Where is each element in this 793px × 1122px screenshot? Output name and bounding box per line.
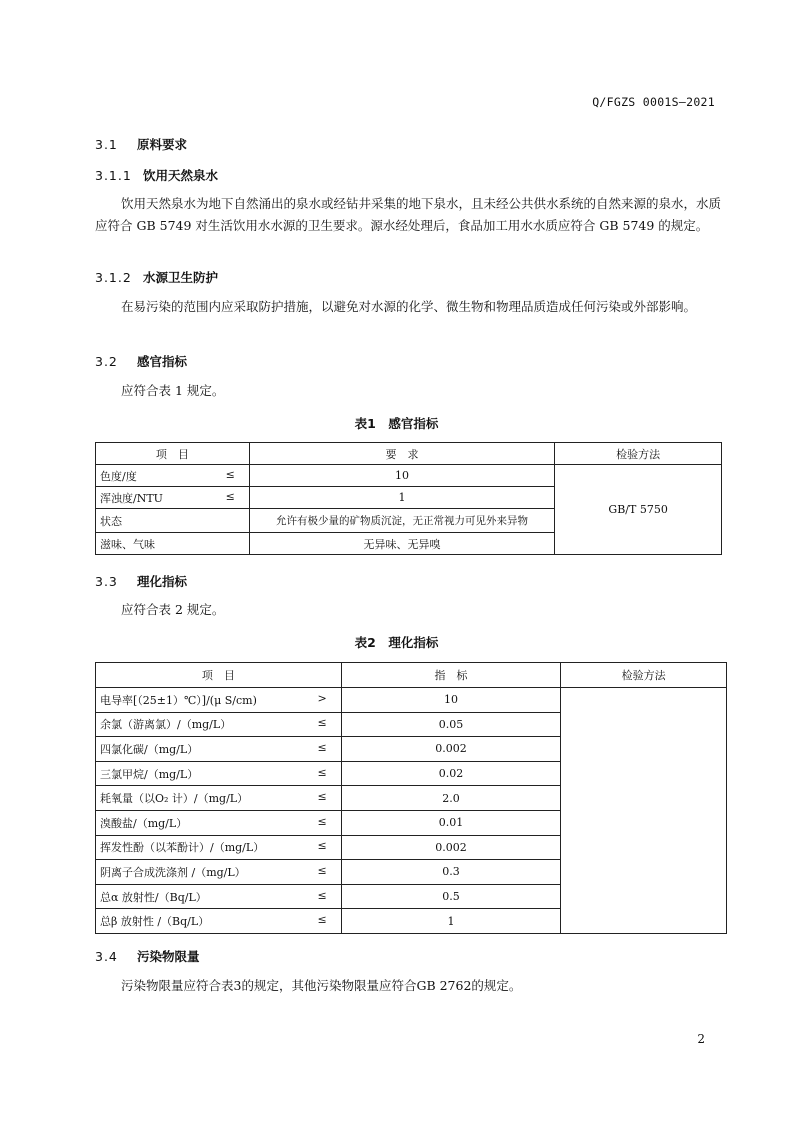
comparison-symbol: ≤ [317, 913, 327, 927]
comparison-symbol: ≤ [317, 863, 327, 877]
item-cell [96, 884, 342, 909]
table-header-row [96, 443, 722, 465]
item-cell [96, 688, 342, 713]
comparison-symbol: ≤ [225, 467, 235, 481]
item-label: 色度/度 [100, 469, 137, 483]
item-cell [96, 487, 250, 509]
paragraph-contaminant-limits: 污染物限量应符合表3的规定，其他污染物限量应符合GB 2762的规定。 [121, 978, 522, 993]
paragraph-spring-water: 饮用天然泉水为地下自然涌出的泉水或经钻井采集的地下泉水，且未经公共供水系统的自然来源的泉水，水质应符合 GB 5749 对生活饮用水水源的卫生要求。源水经处理后，食品加工用水水质应符合 GB 5749 的规定。 [95, 196, 722, 233]
requirement-cell: 允许有极少量的矿物质沉淀，无正常视力可见外来异物 [249, 509, 554, 533]
column-header: 项 目 [96, 663, 342, 688]
page-number: 2 [697, 1032, 705, 1046]
item-label: 状态 [100, 514, 122, 528]
section-title: 污染物限量 [137, 949, 200, 964]
value-cell: 0.002 [341, 737, 561, 762]
value-cell: 10 [341, 688, 561, 713]
requirement-cell: 1 [249, 487, 554, 509]
requirement-cell: 无异味、无异嗅 [249, 533, 554, 555]
item-cell [96, 835, 342, 860]
comparison-symbol: ≤ [317, 765, 327, 779]
item-cell [96, 712, 342, 737]
comparison-symbol: ≤ [317, 888, 327, 902]
item-label: 滋味、气味 [100, 537, 155, 551]
item-label: 总β 放射性 /（Bq/L） [100, 915, 210, 929]
column-header: 要 求 [249, 443, 554, 465]
section-title: 原料要求 [137, 137, 188, 152]
value-cell: 1 [341, 909, 561, 934]
item-cell [96, 533, 250, 555]
table-row [96, 688, 727, 713]
paragraph-table2-ref: 应符合表 2 规定。 [121, 602, 225, 617]
table2-caption: 表2 理化指标 [354, 635, 439, 650]
comparison-symbol: ≤ [317, 790, 327, 804]
value-cell: 0.002 [341, 835, 561, 860]
method-cell [561, 688, 727, 934]
value-cell: 0.02 [341, 761, 561, 786]
comparison-symbol: > [317, 691, 327, 705]
section-number: 3.1 [95, 137, 118, 152]
item-cell [96, 465, 250, 487]
table-row [96, 465, 722, 487]
section-number: 3.1.1 [95, 168, 132, 183]
paragraph-water-protection: 在易污染的范围内应采取防护措施，以避免对水源的化学、微生物和物理品质造成任何污染或外部影响。 [121, 299, 697, 314]
section-number: 3.2 [95, 354, 118, 369]
section-title: 水源卫生防护 [143, 270, 219, 285]
item-label: 余氯（游离氯）/（mg/L） [100, 718, 232, 732]
document-code: Q/FGZS 0001S—2021 [592, 95, 715, 109]
section-heading-3-1-2 [95, 268, 218, 286]
item-label: 阴离子合成洗涤剂 /（mg/L） [100, 865, 246, 879]
value-cell: 0.01 [341, 810, 561, 835]
item-label: 总α 放射性/（Bq/L） [100, 890, 207, 904]
column-header: 项 目 [96, 443, 250, 465]
item-cell [96, 761, 342, 786]
comparison-symbol [235, 513, 245, 529]
section-number: 3.1.2 [95, 270, 132, 285]
paragraph-table1-ref: 应符合表 1 规定。 [121, 383, 225, 398]
column-header: 检验方法 [561, 663, 727, 688]
method-cell: GB/T 5750 [555, 465, 722, 555]
table-header-row [96, 663, 727, 688]
item-cell [96, 786, 342, 811]
section-title: 理化指标 [137, 574, 188, 589]
item-label: 四氯化碳/（mg/L） [100, 742, 199, 756]
item-label: 挥发性酚（以苯酚计）/（mg/L） [100, 841, 265, 855]
comparison-symbol: ≤ [317, 716, 327, 730]
value-cell: 0.05 [341, 712, 561, 737]
item-cell [96, 737, 342, 762]
comparison-symbol [235, 536, 245, 552]
section-heading-3-3 [95, 572, 187, 590]
section-heading-3-1-1 [95, 166, 218, 184]
section-number: 3.4 [95, 949, 118, 964]
item-cell [96, 909, 342, 934]
item-label: 耗氧量（以O₂ 计）/（mg/L） [100, 792, 249, 806]
section-heading-3-1 [95, 135, 187, 153]
item-cell [96, 509, 250, 533]
comparison-symbol: ≤ [317, 740, 327, 754]
comparison-symbol: ≤ [317, 814, 327, 828]
section-title: 饮用天然泉水 [143, 168, 219, 183]
value-cell: 2.0 [341, 786, 561, 811]
item-label: 溴酸盐/（mg/L） [100, 816, 188, 830]
table-physicochemical-indicators [95, 662, 727, 934]
item-label: 电导率[（25±1）℃）]/(μ S/cm) [100, 693, 257, 707]
column-header: 指 标 [341, 663, 561, 688]
comparison-symbol: ≤ [225, 489, 235, 503]
column-header: 检验方法 [555, 443, 722, 465]
item-label: 浑浊度/NTU [100, 491, 163, 505]
section-heading-3-4 [95, 947, 200, 965]
section-number: 3.3 [95, 574, 118, 589]
item-cell [96, 810, 342, 835]
item-cell [96, 860, 342, 885]
item-label: 三氯甲烷/（mg/L） [100, 767, 199, 781]
section-heading-3-2 [95, 352, 187, 370]
comparison-symbol: ≤ [317, 839, 327, 853]
section-title: 感官指标 [137, 354, 188, 369]
value-cell: 0.3 [341, 860, 561, 885]
value-cell: 0.5 [341, 884, 561, 909]
requirement-cell: 10 [249, 465, 554, 487]
table-sensory-indicators [95, 442, 722, 555]
table1-caption: 表1 感官指标 [354, 416, 439, 431]
